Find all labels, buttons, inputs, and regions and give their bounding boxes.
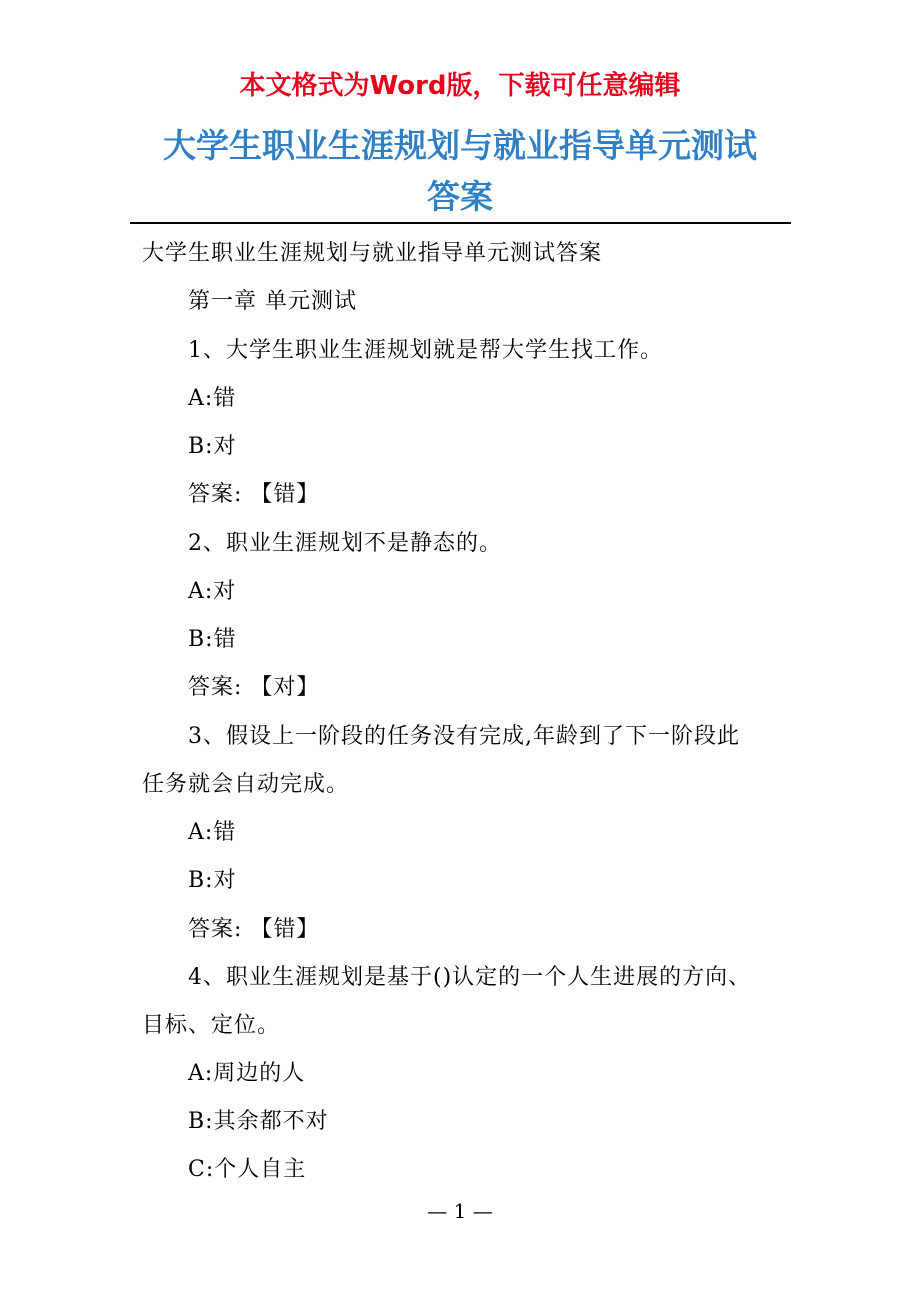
page-number: — 1 — bbox=[427, 1199, 493, 1223]
q2-answer: 答案: 【对】 bbox=[188, 675, 320, 700]
q4-option-b: B:其余都不对 bbox=[188, 1109, 329, 1134]
title-line-1: 大学生职业生涯规划与就业指导单元测试 bbox=[163, 126, 757, 165]
q1-option-b: B:对 bbox=[188, 434, 237, 459]
q4-option-a: A:周边的人 bbox=[188, 1061, 306, 1086]
q2-option-a: A:对 bbox=[188, 579, 237, 604]
q4-option-c: C:个人自主 bbox=[188, 1157, 307, 1182]
question-4-continued: 目标、定位。 bbox=[142, 1013, 281, 1038]
question-2: 2、职业生涯规划不是静态的。 bbox=[188, 531, 502, 556]
q3-option-a: A:错 bbox=[188, 820, 237, 845]
chapter-heading: 第一章 单元测试 bbox=[188, 289, 357, 314]
format-notice: 本文格式为Word版，下载可任意编辑 bbox=[239, 71, 681, 101]
q3-answer: 答案: 【错】 bbox=[188, 917, 320, 942]
q1-option-a: A:错 bbox=[188, 386, 237, 411]
document-title bbox=[130, 120, 790, 222]
question-1: 1、大学生职业生涯规划就是帮大学生找工作。 bbox=[188, 338, 663, 363]
question-3-continued: 任务就会自动完成。 bbox=[142, 772, 350, 797]
title-divider bbox=[130, 222, 791, 224]
q3-option-b: B:对 bbox=[188, 868, 237, 893]
q1-answer: 答案: 【错】 bbox=[188, 482, 320, 507]
q2-option-b: B:错 bbox=[188, 627, 237, 652]
question-4: 4、职业生涯规划是基于()认定的一个人生进展的方向、 bbox=[188, 965, 752, 990]
title-line-2: 答案 bbox=[427, 177, 493, 216]
subtitle-line: 大学生职业生涯规划与就业指导单元测试答案 bbox=[142, 241, 603, 266]
question-3: 3、假设上一阶段的任务没有完成,年龄到了下一阶段此 bbox=[188, 724, 740, 749]
